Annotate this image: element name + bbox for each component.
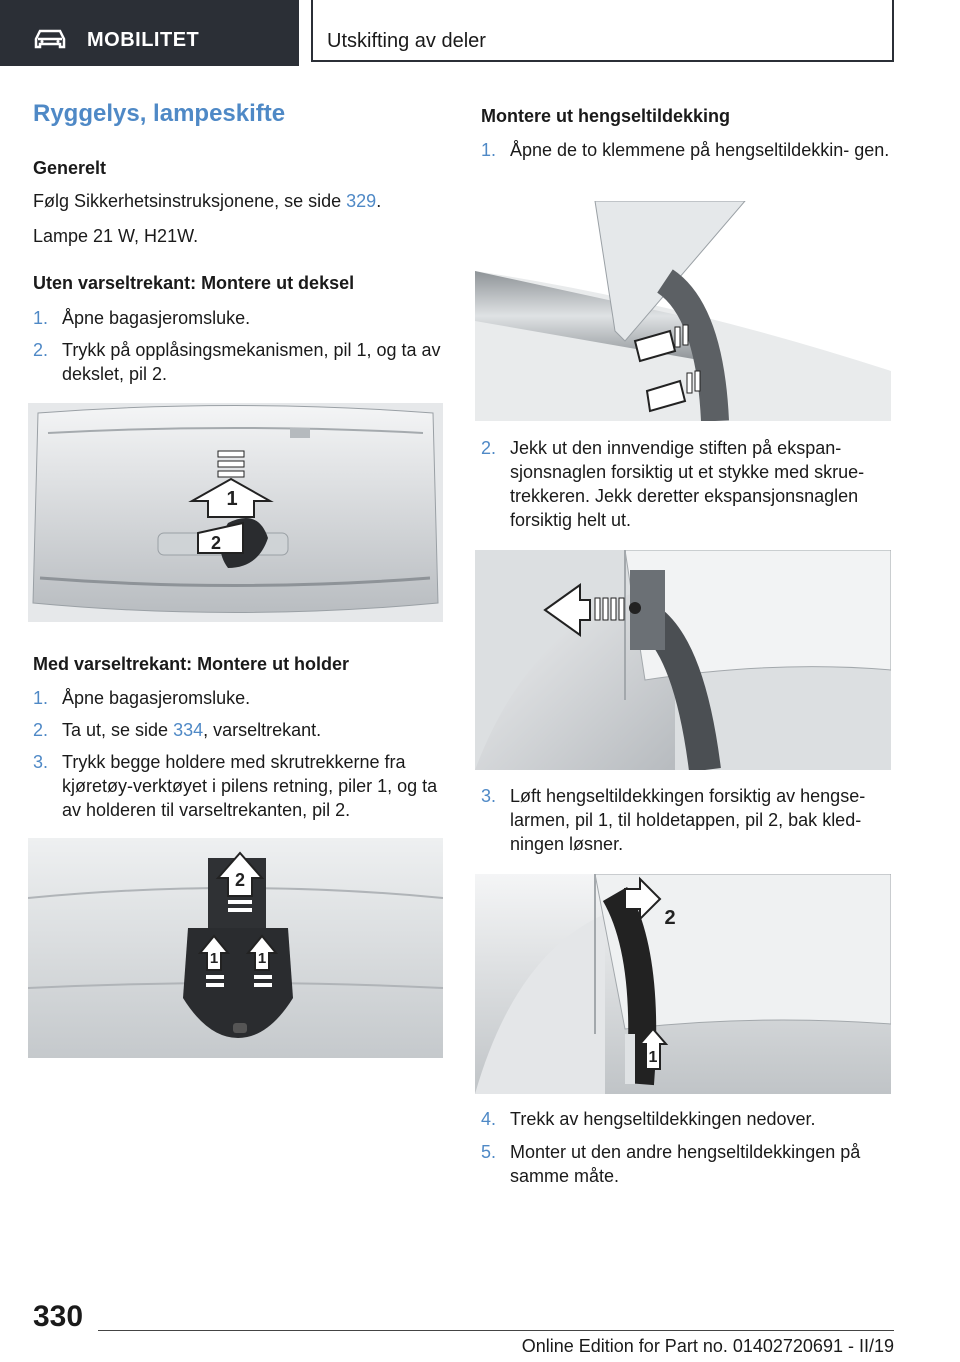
section-label: MOBILITET [87,29,200,51]
section-tab[interactable] [0,0,299,66]
page-link-329[interactable]: 329 [346,191,377,211]
chapter-header [311,0,894,62]
step-number: 2. [481,438,497,458]
trunk-lid-figure [28,403,443,622]
arrow-label: 2 [210,533,222,553]
step-number: 1. [33,308,49,328]
safety-text-end: . [376,191,382,211]
arrow-label: 2 [664,907,676,929]
expansion-rivet-figure [475,550,891,770]
hinge-arm-figure [475,874,891,1094]
step-number: 3. [481,786,497,806]
step-text: Trekk av hengseltildekkingen nedover. [510,1109,816,1129]
step-text: Monter ut den andre hengseltildekkingen på samme måte. [510,1142,861,1186]
step-number: 5. [481,1142,497,1162]
car-icon [32,27,68,51]
step-number: 2. [33,340,49,360]
step-text: Åpne bagasjeromsluke. [62,308,251,328]
page-title: Ryggelys, lampeskifte [33,100,286,127]
edition-note: Online Edition for Part no. 01402720691 - II/19 [521,1336,894,1356]
page-number: 330 [33,1300,84,1333]
general-heading: Generelt [33,158,107,178]
step-text: Løft hengseltildekkingen forsiktig av hengse- larmen, pil 1, til holdetappen, pil 2, bak kled- ningen løsner. [510,786,866,854]
safety-text: Følg Sikkerhetsinstruksjonene, se side [33,191,347,211]
safety-reference [33,189,443,213]
section2-heading: Med varseltrekant: Montere ut holder [33,654,350,674]
step-text-part: Ta ut, se side [62,720,174,740]
step-number: 1. [481,140,497,160]
hinge-clips-figure [475,201,891,421]
step-number: 3. [33,752,49,772]
step-number: 2. [33,720,49,740]
step-text [62,718,442,742]
section1-heading: Uten varseltrekant: Montere ut deksel [33,273,355,293]
step-text: Jekk ut den innvendige stiften på ekspan- sjonsnaglen forsiktig ut et stykke med skrue- trekkeren. Jekk deretter ekspansjonsnaglen forsiktig helt ut. [510,438,865,530]
lamp-spec: Lampe 21 W, H21W. [33,226,199,246]
arrow-label: 1 [209,950,219,967]
step-text: Åpne de to klemmene på hengseltildekkin- gen. [510,140,890,160]
arrow-label: 1 [226,488,238,510]
step-text: Trykk på opplåsingsmekanismen, pil 1, og ta av dekslet, pil 2. [62,340,441,384]
step-number: 1. [33,688,49,708]
arrow-label: 1 [648,1049,658,1066]
chapter-title: Utskifting av deler [327,30,486,52]
step-number: 4. [481,1109,497,1129]
step-text: Åpne bagasjeromsluke. [62,688,251,708]
step-text-part: , varseltrekant. [203,720,322,740]
warning-triangle-holder-figure [28,838,443,1058]
arrow-label: 1 [257,950,267,967]
hinge-cover-heading: Montere ut hengseltildekking [481,106,731,126]
footer-divider [98,1330,894,1331]
step-text: Trykk begge holdere med skrutrekkerne fra kjøretøy-verktøyet i pilens retning, piler 1, og ta av holderen til varseltrekanten, pil 2. [62,752,438,820]
arrow-label: 2 [234,870,246,890]
page-link-334[interactable]: 334 [173,720,204,740]
